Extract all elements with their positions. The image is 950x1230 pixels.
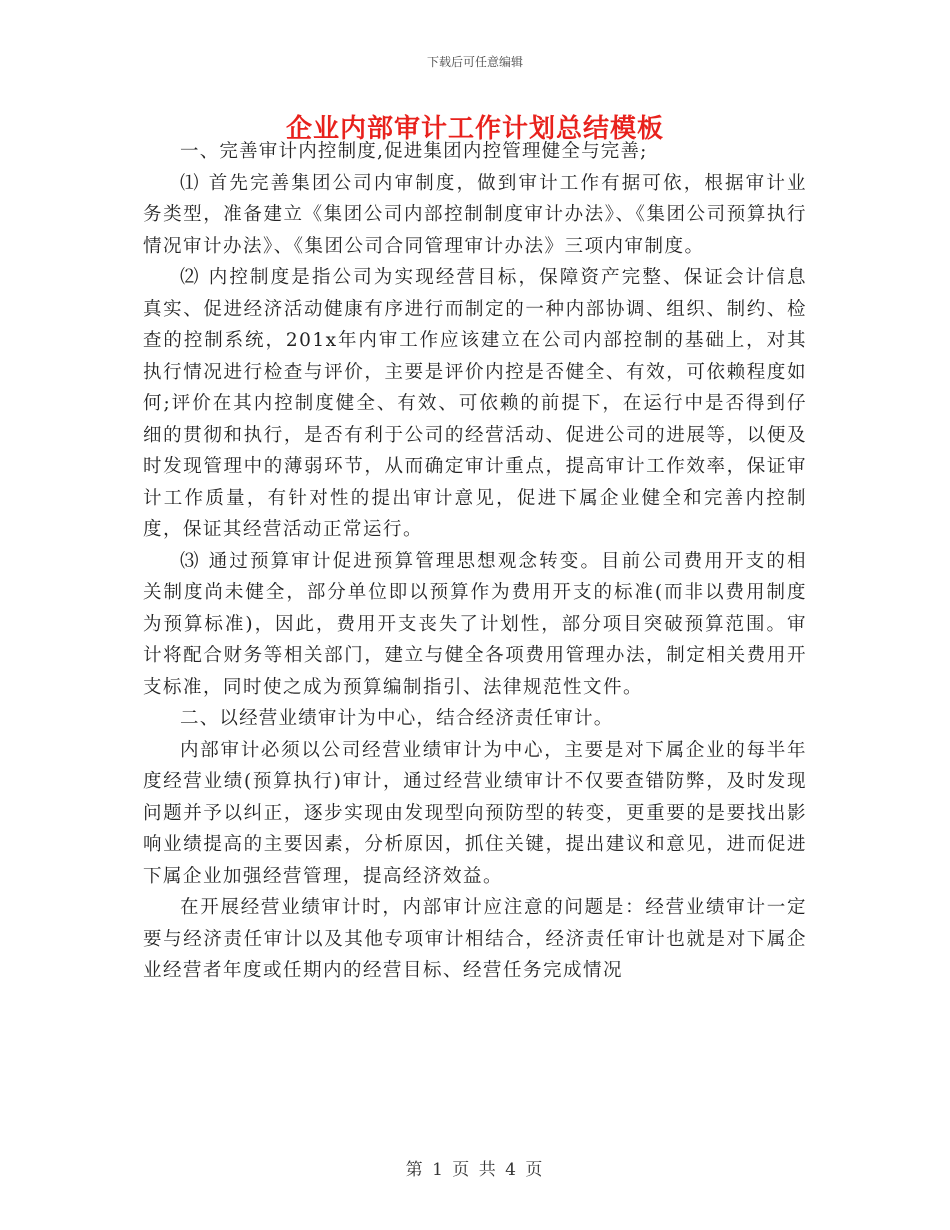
paragraph-item-3: ⑶ 通过预算审计促进预算管理思想观念转变。目前公司费用开支的相关制度尚未健全，部分单位即以预算作为费用开支的标准(而非以费用制度为预算标准)，因此，费用开支丧失了计划性，部分项目突破预算范围。审计将配合财务等相关部门，建立与健全各项费用管理办法，制定相关费用开支标准，同时使之成为预算编制指引、法律规范性文件。	[143, 550, 807, 698]
document-title: 企业内部审计工作计划总结模板	[285, 114, 664, 144]
paragraph-audit-notes: 在开展经营业绩审计时，内部审计应注意的问题是：经营业绩审计一定要与经济责任审计以及其他专项审计相结合，经济责任审计也就是对下属企业经营者年度或任期内的经营目标、经营任务完成情况	[143, 897, 807, 981]
paragraph-performance-audit: 内部审计必须以公司经营业绩审计为中心，主要是对下属企业的每半年度经营业绩(预算执行)审计，通过经营业绩审计不仅要查错防弊，及时发现问题并予以纠正，逐步实现由发现型向预防型的转变，更重要的是要找出影响业绩提高的主要因素，分析原因，抓住关键，提出建议和意见，进而促进下属企业加强经营管理，提高经济效益。	[143, 739, 807, 887]
page-header: 下载后可任意编辑	[426, 55, 523, 69]
paragraph-item-2: ⑵ 内控制度是指公司为实现经营目标，保障资产完整、保证会计信息真实、促进经济活动健康有序进行而制定的一种内部协调、组织、制约、检查的控制系统，201x年内审工作应该建立在公司内部控制的基础上，对其执行情况进行检查与评价，主要是评价内控是否健全、有效，可依赖程度如何;评价在其内控制度健全、有效、可依赖的前提下，在运行中是否得到仔细的贯彻和执行，是否有利于公司的经营活动、促进公司的进展等，以便及时发现管理中的薄弱环节，从而确定审计重点，提高审计工作效率，保证审计工作质量，有针对性的提出审计意见，促进下属企业健全和完善内控制度，保证其经营活动正常运行。	[143, 267, 807, 540]
page-footer: 第 1 页 共 4 页	[405, 1160, 545, 1180]
section-heading-2: 二、以经营业绩审计为中心，结合经济责任审计。	[180, 708, 614, 729]
section-heading-1: 一、完善审计内控制度,促进集团内控管理健全与完善;	[180, 141, 648, 162]
paragraph-item-1: ⑴ 首先完善集团公司内审制度，做到审计工作有据可依，根据审计业务类型，准备建立《集团公司内部控制制度审计办法》、《集团公司预算执行情况审计办法》、《集团公司合同管理审计办法》三项内审制度。	[143, 172, 807, 257]
document-body	[143, 136, 807, 987]
